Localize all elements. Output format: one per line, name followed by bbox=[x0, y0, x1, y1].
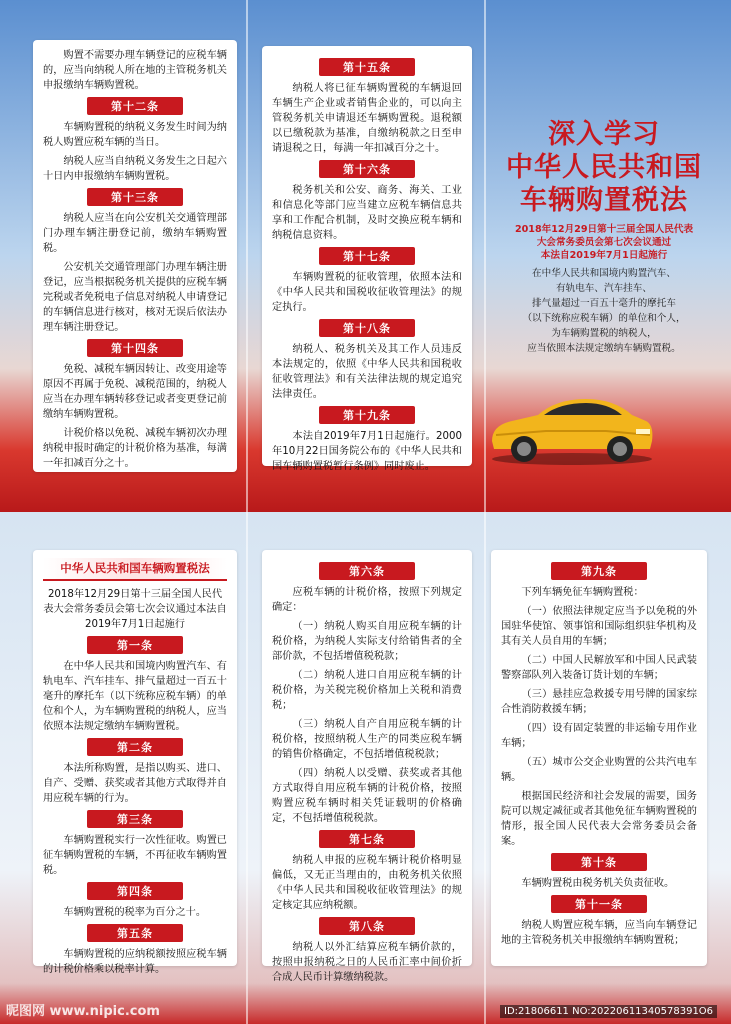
panel-articles-11-14 bbox=[33, 40, 237, 472]
article-heading: 第十条 bbox=[551, 853, 647, 871]
article-heading: 第十八条 bbox=[319, 319, 415, 337]
article-heading: 第十九条 bbox=[319, 406, 415, 424]
article-paragraph: 纳税人应当在向公安机关交通管理部门办理车辆注册登记前，缴纳车辆购置税。 bbox=[43, 213, 227, 254]
fold-line bbox=[484, 512, 486, 1024]
cover-text-3: 排气量超过一百五十毫升的摩托车 bbox=[532, 298, 676, 309]
cover-subtitle-3: 本法自2019年7月1日起施行 bbox=[540, 250, 668, 261]
article-paragraph: （二）中国人民解放军和中国人民武装警察部队列入装备订货计划的车辆； bbox=[501, 655, 697, 681]
article-paragraph: 车辆购置税的征收管理，依照本法和《中华人民共和国税收征收管理法》的规定执行。 bbox=[272, 272, 462, 313]
article-heading: 第十六条 bbox=[319, 160, 415, 178]
article-paragraph: 本法所称购置，是指以购买、进口、自产、受赠、获奖或者其他方式取得并自用应税车辆的行为。 bbox=[43, 763, 227, 804]
cover-title-line2: 中华人民共和国 bbox=[506, 152, 702, 183]
article-paragraph: 公安机关交通管理部门办理车辆注册登记，应当根据税务机关提供的应税车辆完税或者免税电子信息对纳税人申请登记的车辆信息进行核对，核对无误后依法办理车辆注册登记。 bbox=[43, 262, 227, 333]
article-paragraph: 根据国民经济和社会发展的需要，国务院可以规定减征或者其他免征车辆购置税的情形，报全国人民代表大会常务委员会备案。 bbox=[501, 791, 697, 847]
cover-subtitle-1: 2018年12月29日第十三届全国人民代表 bbox=[514, 224, 694, 235]
cover-text-2: 有轨电车、汽车挂车、 bbox=[556, 283, 652, 294]
article-paragraph: 车辆购置税的应纳税额按照应税车辆的计税价格乘以税率计算。 bbox=[43, 949, 227, 975]
law-intro: 2018年12月29日第十三届全国人民代表大会常务委员会第七次会议通过本法自2019年7月1日起施行 bbox=[43, 589, 227, 630]
article-heading: 第十五条 bbox=[319, 58, 415, 76]
article-paragraph: （三）纳税人自产自用应税车辆的计税价格，按照纳税人生产的同类应税车辆的销售价格确定，不包括增值税税款； bbox=[272, 719, 462, 760]
article-paragraph: 纳税人、税务机关及其工作人员违反本法规定的，依照《中华人民共和国税收征收管理法》和有关法律法规的规定追究法律责任。 bbox=[272, 344, 462, 400]
article-paragraph: 车辆购置税由税务机关负责征收。 bbox=[521, 878, 675, 889]
panel-articles-15-19 bbox=[262, 46, 472, 472]
article-paragraph: 纳税人应当自纳税义务发生之日起六十日内申报缴纳车辆购置税。 bbox=[43, 156, 227, 182]
watermark-text: 昵图网 www.nipic.com bbox=[6, 1004, 160, 1019]
panel-articles-1-5 bbox=[33, 550, 237, 975]
article-paragraph: 购置不需要办理车辆登记的应税车辆的，应当向纳税人所在地的主管税务机关申报缴纳车辆购置税。 bbox=[43, 50, 227, 91]
article-heading: 第二条 bbox=[87, 738, 183, 756]
article-heading: 第十三条 bbox=[87, 188, 183, 206]
article-paragraph: （三）悬挂应急救援专用号牌的国家综合性消防救援车辆； bbox=[501, 689, 697, 715]
article-paragraph: 计税价格以免税、减税车辆初次办理纳税申报时确定的计税价格为基准，每满一年扣减百分之十。 bbox=[43, 428, 227, 469]
cover-text-4: （以下统称应税车辆）的单位和个人， bbox=[522, 313, 686, 324]
article-paragraph: 纳税人申报的应税车辆计税价格明显偏低，又无正当理由的，由税务机关依照《中华人民共和国税收征收管理法》的规定核定其应纳税额。 bbox=[272, 855, 462, 911]
article-heading: 第六条 bbox=[319, 562, 415, 580]
article-paragraph: 纳税人将已征车辆购置税的车辆退回车辆生产企业或者销售企业的，可以向主管税务机关申请退还车辆购置税。退税额以已缴税款为基准，自缴纳税款之日至申请退税之日，每满一年扣减百分之十。 bbox=[272, 83, 462, 154]
article-heading: 第十七条 bbox=[319, 247, 415, 265]
article-paragraph: （一）依照法律规定应当予以免税的外国驻华使馆、领事馆和国际组织驻华机构及其有关人员自用的车辆； bbox=[501, 606, 697, 647]
law-title-banner: 中华人民共和国车辆购置税法 bbox=[43, 558, 227, 581]
fold-line bbox=[246, 512, 248, 1024]
article-heading: 第五条 bbox=[87, 924, 183, 942]
cover-subtitle-2: 大会常务委员会第七次会议通过 bbox=[536, 237, 672, 248]
cover-text-6: 应当依照本法规定缴纳车辆购置税。 bbox=[527, 343, 681, 354]
article-paragraph: 纳税人以外汇结算应税车辆价款的，按照申报纳税之日的人民币汇率中间价折合成人民币计算缴纳税款。 bbox=[272, 942, 462, 983]
cover-title-line1: 深入学习 bbox=[548, 119, 660, 150]
article-paragraph: （五）城市公交企业购置的公共汽电车辆。 bbox=[501, 757, 697, 783]
panel-articles-6-8 bbox=[262, 550, 472, 983]
brochure-inside bbox=[0, 512, 731, 1024]
article-heading: 第八条 bbox=[319, 917, 415, 935]
article-heading: 第四条 bbox=[87, 882, 183, 900]
article-paragraph: 纳税人购置应税车辆，应当向车辆登记地的主管税务机关申报缴纳车辆购置税； bbox=[501, 920, 697, 946]
article-heading: 第三条 bbox=[87, 810, 183, 828]
article-heading: 第十一条 bbox=[551, 895, 647, 913]
article-heading: 第一条 bbox=[87, 636, 183, 654]
article-paragraph: 车辆购置税的税率为百分之十。 bbox=[63, 907, 207, 918]
article-paragraph: （二）纳税人进口自用应税车辆的计税价格，为关税完税价格加上关税和消费税； bbox=[272, 670, 462, 711]
cover-title-line3: 车辆购置税法 bbox=[520, 185, 688, 216]
article-paragraph: 税务机关和公安、商务、海关、工业和信息化等部门应当建立应税车辆信息共享和工作配合机制，及时交换应税车辆和纳税信息资料。 bbox=[272, 185, 462, 241]
article-paragraph: 免税、减税车辆因转让、改变用途等原因不再属于免税、减税范围的，纳税人应当在办理车辆转移登记或者变更登记前缴纳车辆购置税。 bbox=[43, 364, 227, 420]
article-paragraph: （一）纳税人购买自用应税车辆的计税价格，为纳税人实际支付给销售者的全部价款，不包括增值税税款； bbox=[272, 621, 462, 662]
watermark-id: ID:21806611 NO:20220611340578391O6 bbox=[500, 1005, 717, 1018]
fold-line bbox=[246, 0, 248, 512]
article-heading: 第十四条 bbox=[87, 339, 183, 357]
article-paragraph: （四）设有固定装置的非运输专用作业车辆； bbox=[501, 723, 697, 749]
article-paragraph: 车辆购置税的纳税义务发生时间为纳税人购置应税车辆的当日。 bbox=[43, 122, 227, 148]
article-heading: 第十二条 bbox=[87, 97, 183, 115]
car-illustration bbox=[486, 385, 656, 467]
article-paragraph: 下列车辆免征车辆购置税： bbox=[521, 587, 644, 598]
article-paragraph: 在中华人民共和国境内购置汽车、有轨电车、汽车挂车、排气量超过一百五十毫升的摩托车（以下统称应税车辆）的单位和个人，为车辆购置税的纳税人，应当依照本法规定缴纳车辆购置税。 bbox=[43, 661, 227, 732]
cover-text-1: 在中华人民共和国境内购置汽车、 bbox=[532, 268, 676, 279]
article-heading: 第九条 bbox=[551, 562, 647, 580]
article-paragraph: 应税车辆的计税价格，按照下列规定确定： bbox=[272, 587, 462, 613]
article-heading: 第七条 bbox=[319, 830, 415, 848]
panel-articles-9-11 bbox=[491, 550, 707, 966]
article-paragraph: 本法自2019年7月1日起施行。2000年10月22日国务院公布的《中华人民共和国车辆购置税暂行条例》同时废止。 bbox=[272, 431, 462, 472]
article-paragraph: （四）纳税人以受赠、获奖或者其他方式取得自用应税车辆的计税价格，按照购置应税车辆时相关凭证载明的价格确定，不包括增值税税款。 bbox=[272, 768, 462, 824]
article-paragraph: 车辆购置税实行一次性征收。购置已征车辆购置税的车辆，不再征收车辆购置税。 bbox=[43, 835, 227, 876]
cover-text-5: 为车辆购置税的纳税人， bbox=[551, 328, 657, 339]
